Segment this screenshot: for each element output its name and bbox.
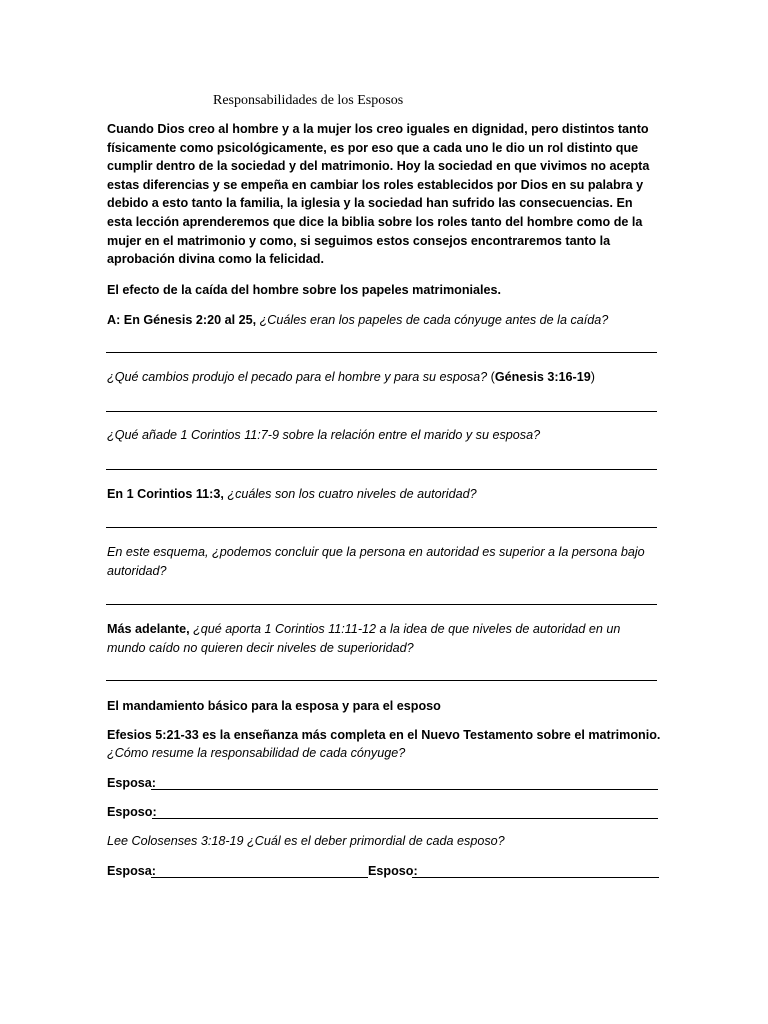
question-reference: A: En Génesis 2:20 al 25	[107, 313, 253, 327]
colosenses-question	[107, 832, 659, 851]
paren-open: (	[487, 370, 495, 384]
esposa-label: Esposa:	[107, 776, 156, 790]
document-title: Responsabilidades de los Esposos	[213, 93, 404, 108]
answer-line[interactable]	[106, 411, 657, 412]
question-genesis-2	[107, 311, 659, 330]
question-text: En este esquema, ¿podemos concluir que la persona en autoridad es superior a la persona bajo autoridad?	[107, 545, 645, 578]
intro-paragraph: Cuando Dios creo al hombre y a la mujer los creo iguales en dignidad, pero distintos tanto físicamente como psicológicamente, es por eso que a cada uno le dio un rol distinto que cumplir dentro de la sociedad y del matrimonio. Hoy la sociedad en que vivimos no acepta estas diferencias y se empeña en cambiar los roles establecidos por Dios en su palabra y debido a esto tanto la familia, la iglesia y la sociedad han sufrido las consecuencias. En esta lección aprenderemos que dice la biblia sobre los roles tanto del hombre como de la mujer en el matrimonio y como, si seguimos estos consejos encontraremos tanto la aprobación divina como la felicidad.	[107, 122, 650, 267]
section-heading-caida: El efecto de la caída del hombre sobre los papeles matrimoniales.	[107, 283, 502, 297]
section-heading-mandamiento: El mandamiento básico para la esposa y para el esposo	[107, 699, 441, 713]
question-reference: En 1 Corintios 11:3	[107, 487, 221, 501]
esposa-answer-line[interactable]	[151, 789, 658, 790]
question-reference: Génesis 3:16-19	[494, 370, 591, 384]
question-text: ¿qué aporta 1 Corintios 11:11-12 a la idea de que niveles de autoridad en un mundo caído no quieren decir niveles de superioridad?	[107, 622, 621, 655]
question-text: ¿Qué añade 1 Corintios 11:7-9 sobre la relación entre el marido y su esposa?	[107, 428, 541, 442]
question-text: ¿cuáles son los cuatro niveles de autoridad?	[227, 487, 477, 501]
separator: ,	[186, 622, 194, 636]
esposa-answer-line-2[interactable]	[151, 877, 368, 878]
esposo-answer-line[interactable]	[152, 818, 658, 819]
answer-line[interactable]	[106, 352, 657, 353]
separator: ,	[220, 487, 228, 501]
question-text: Lee Colosenses 3:18-19 ¿Cuál es el deber primordial de cada esposo?	[107, 834, 505, 848]
efesios-question	[107, 744, 659, 763]
answer-line[interactable]	[106, 680, 657, 681]
question-esquema	[107, 543, 659, 580]
question-genesis-3	[107, 368, 659, 387]
esposo-answer-line-2[interactable]	[412, 877, 659, 878]
efesios-statement: Efesios 5:21-33 es la enseñanza más completa en el Nuevo Testamento sobre el matrimonio.	[107, 728, 661, 742]
question-reference: Más adelante	[107, 622, 187, 636]
answer-line[interactable]	[106, 527, 657, 528]
question-corintios-11-11	[107, 620, 659, 657]
esposo-label-2: Esposo:	[368, 864, 418, 878]
answer-line[interactable]	[106, 604, 657, 605]
separator: ,	[252, 313, 260, 327]
question-corintios-7-9	[107, 426, 659, 445]
esposa-label-2: Esposa:	[107, 864, 156, 878]
esposo-label: Esposo:	[107, 805, 157, 819]
question-text: ¿Cómo resume la responsabilidad de cada cónyuge?	[107, 746, 406, 760]
question-text: ¿Qué cambios produjo el pecado para el hombre y para su esposa?	[107, 370, 488, 384]
answer-line[interactable]	[106, 469, 657, 470]
question-text: ¿Cuáles eran los papeles de cada cónyuge antes de la caída?	[259, 313, 609, 327]
paren-close: )	[590, 370, 595, 384]
question-corintios-11-3	[107, 485, 659, 504]
